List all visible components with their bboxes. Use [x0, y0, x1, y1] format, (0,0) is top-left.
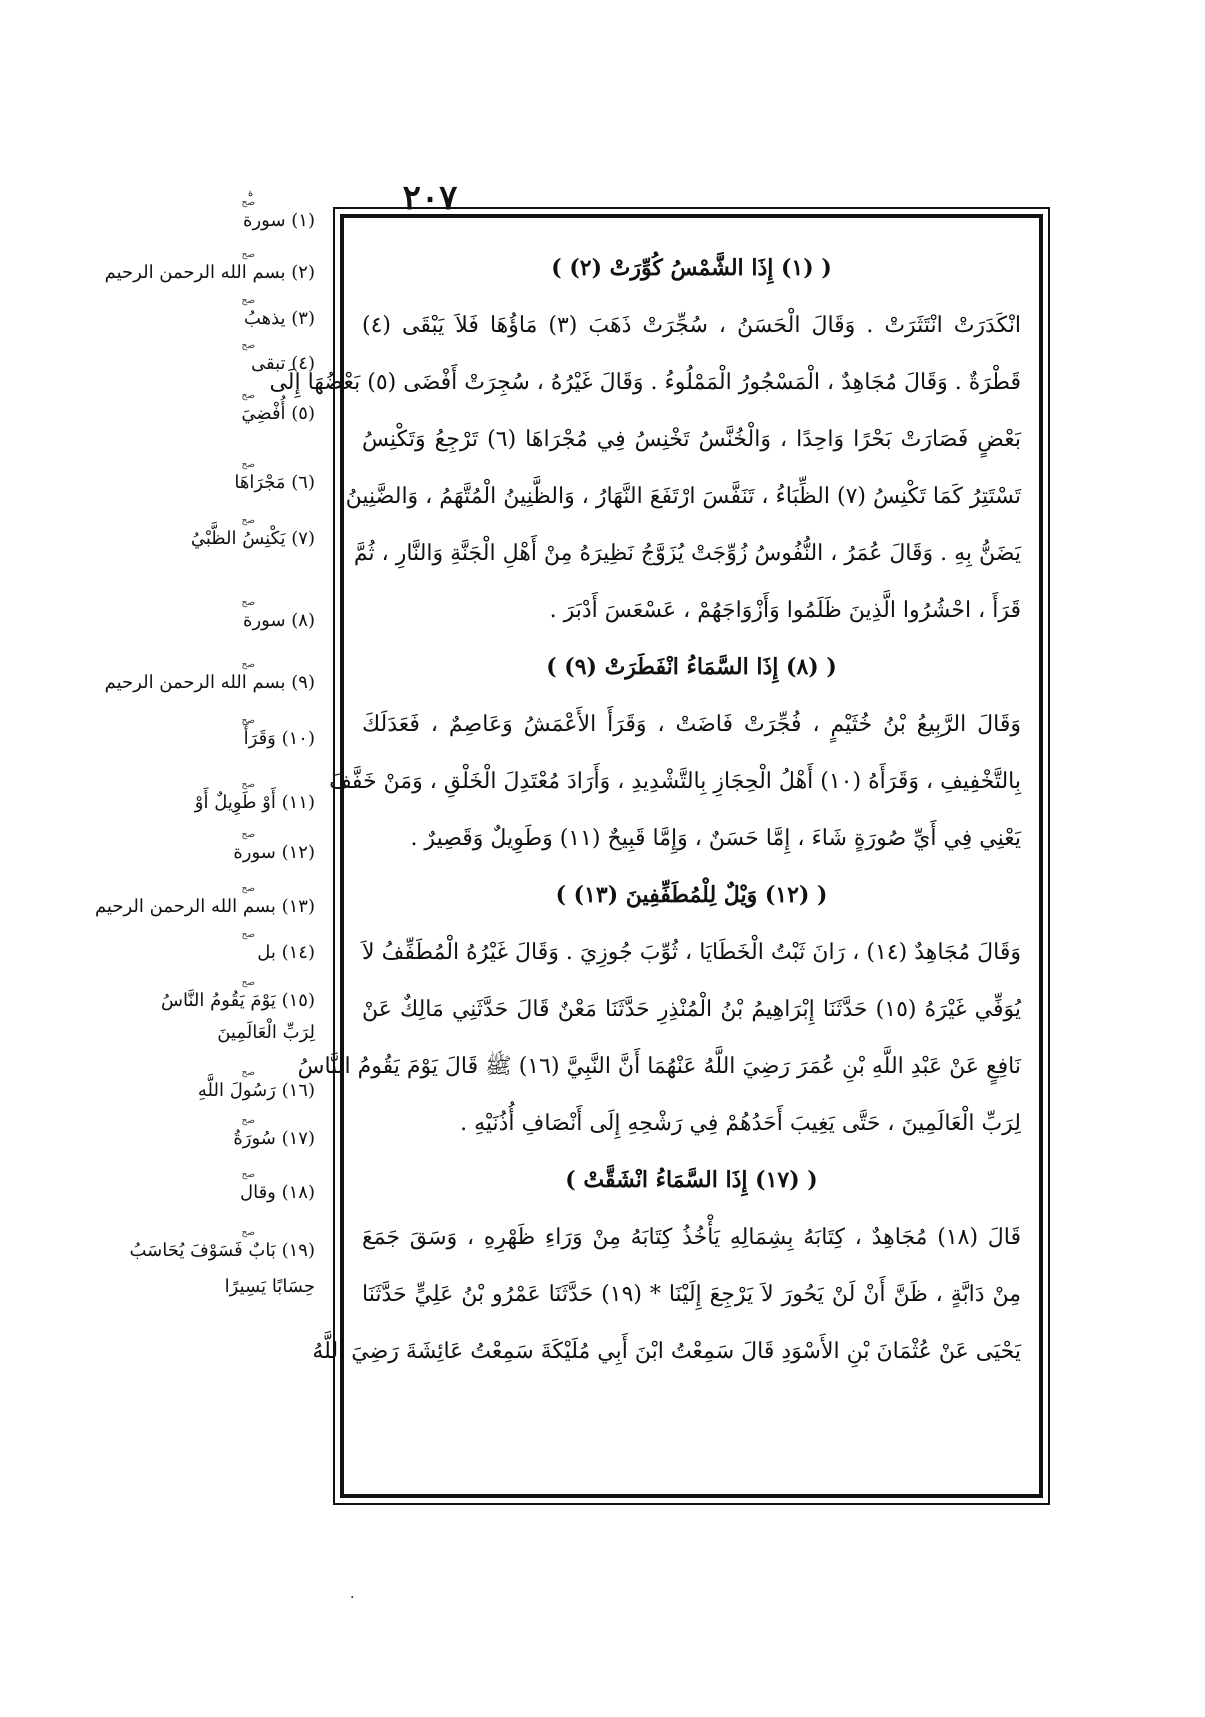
margin-note: [110, 296, 315, 329]
text-line: بِالتَّخْفِيفِ ، وَقَرَأَهُ (١٠) أَهْلُ الْحِجَازِ بِالتَّشْدِيدِ ، وَأَرَادَ مُعْتَدِلَ الْخَلْقِ ، وَمَنْ خَفَّفَ: [329, 769, 1021, 794]
margin-note: [110, 1022, 315, 1043]
top-mark: ة: [248, 188, 254, 199]
margin-note-tag: صح: [241, 516, 255, 526]
margin-note: [110, 198, 315, 231]
margin-note: [110, 978, 315, 1011]
margin-note-tag: صح: [241, 1170, 255, 1180]
margin-note-tag: صح: [241, 716, 255, 726]
margin-note: [110, 1276, 315, 1297]
text-line: قَالَ (١٨) مُجَاهِدٌ ، كِتَابَهُ بِشِمَالِهِ يَأْخُذُ كِتَابَهُ مِنْ وَرَاءِ ظَهْرِهِ ، وَسَقَ جَمَعَ: [362, 1225, 1021, 1250]
text-line: قَطْرَةٌ . وَقَالَ مُجَاهِدٌ ، الْمَسْجُورُ الْمَمْلُوءُ . وَقَالَ غَيْرُهُ ، سُجِرَتْ أَفْضَى (٥) بَعْضُهَا إِلَى: [269, 370, 1021, 395]
margin-note-text: (٦) مَجْرَاهَا: [234, 472, 315, 493]
margin-note-tag: صح: [241, 660, 255, 670]
margin-note: [110, 598, 315, 631]
margin-note-text: (٨) سورة: [243, 610, 315, 631]
margin-note-tag: صح: [241, 250, 255, 260]
margin-note-tag: صح: [241, 598, 255, 608]
margin-note-text: (١٨) وقال: [240, 1182, 315, 1203]
margin-note: [104, 250, 315, 283]
margin-note-tag: صح: [241, 1116, 255, 1126]
margin-note-text: (٥) أُفْضِيَ: [241, 403, 315, 424]
margin-note-text: حِسَابًا يَسِيرًا: [224, 1276, 315, 1297]
margin-note: [110, 930, 315, 963]
chapter-heading: ( (١) إِذَا الشَّمْسُ كُوِّرَتْ (٢) ): [551, 255, 832, 281]
margin-note: [110, 516, 315, 549]
margin-note: [94, 884, 315, 917]
chapter-heading: ( (٨) إِذَا السَّمَاءُ انْفَطَرَتْ (٩) ): [546, 654, 837, 680]
margin-note-text: لِرَبِّ الْعَالَمِينَ: [217, 1022, 315, 1043]
margin-note-tag: صح: [241, 391, 255, 401]
margin-note-text: (٣) يذهبُ: [243, 308, 315, 329]
margin-note-text: (١) سورة: [243, 210, 315, 231]
margin-note-tag: صح: [241, 1068, 255, 1078]
chapter-heading: ( (١٢) وَيْلٌ لِلْمُطَفِّفِينَ (١٣) ): [555, 882, 828, 908]
margin-note-tag: صح: [241, 830, 255, 840]
margin-note-tag: صح: [241, 930, 255, 940]
margin-note: [110, 830, 315, 863]
margin-note: [110, 1068, 315, 1101]
margin-note: [110, 780, 315, 813]
text-line: يَعْنِي فِي أَيِّ صُورَةٍ شَاءَ ، إِمَّا حَسَنٌ ، وَإِمَّا قَبِيحٌ (١١) وَطَوِيلٌ وَقَصِيرٌ .: [410, 826, 1021, 851]
margin-note-tag: صح: [241, 978, 255, 988]
page-number: ٢٠٧: [402, 178, 458, 218]
margin-note-tag: صح: [241, 1228, 255, 1238]
margin-note-text: (١٣) بسم الله الرحمن الرحيم: [94, 896, 315, 917]
text-line: يَضَنُّ بِهِ . وَقَالَ عُمَرُ ، النُّفُوسُ زُوِّجَتْ يُزَوَّجُ نَظِيرَهُ مِنْ أَهْلِ الْجَنَّةِ وَالنَّارِ ، ثُمَّ: [353, 541, 1021, 566]
margin-note-text: (١٠) وَقَرَأَ: [243, 728, 315, 749]
margin-note-text: (١١) أَوْ طَوِيلٌ أَوْ: [194, 792, 315, 813]
margin-note-tag: صح: [241, 296, 255, 306]
margin-note-text: (١٤) بل: [257, 942, 315, 963]
text-line: تَسْتَتِرُ كَمَا تَكْنِسُ (٧) الظِّبَاءُ ، تَنَفَّسَ ارْتَفَعَ النَّهَارُ ، وَالظَّنِينُ الْمُتَّهَمُ ، وَالضَّنِينُ: [345, 484, 1021, 509]
margin-note-text: (٢) بسم الله الرحمن الرحيم: [104, 262, 315, 283]
text-line: لِرَبِّ الْعَالَمِينَ ، حَتَّى يَغِيبَ أَحَدُهُمْ فِي رَشْحِهِ إِلَى أَنْصَافِ أُذُنَيْهِ .: [460, 1111, 1021, 1136]
margin-note: [110, 716, 315, 749]
margin-note-text: (١٧) سُورَةُ: [233, 1128, 315, 1149]
text-line: مِنْ دَابَّةٍ ، ظَنَّ أَنْ لَنْ يَحُورَ لاَ يَرْجِعَ إِلَيْنَا * (١٩) حَدَّثَنَا عَمْرُو بْنُ عَلِيٍّ حَدَّثَنَا: [362, 1282, 1022, 1307]
margin-note: [104, 660, 315, 693]
text-line: انْكَدَرَتْ انْتَثَرَتْ . وَقَالَ الْحَسَنُ ، سُجِّرَتْ ذَهَبَ (٣) مَاؤُهَا فَلاَ يَبْقَى (٤): [362, 313, 1021, 338]
margin-note: [110, 1228, 315, 1261]
margin-note: [110, 460, 315, 493]
text-line: يَحْيَى عَنْ عُثْمَانَ بْنِ الأَسْوَدِ قَالَ سَمِعْتُ ابْنَ أَبِي مُلَيْكَةَ سَمِعْتُ عَائِشَةَ رَضِيَ اللَّهُ: [312, 1339, 1021, 1364]
margin-note-text: (١٩) بَابٌ فَسَوْفَ يُحَاسَبُ: [129, 1240, 315, 1261]
text-line: وَقَالَ الرَّبِيعُ بْنُ خُثَيْمٍ ، فُجِّرَتْ فَاضَتْ ، وَقَرَأَ الأَعْمَشُ وَعَاصِمٌ ، فَعَدَلَكَ: [362, 712, 1021, 737]
text-line: وَقَالَ مُجَاهِدٌ (١٤) ، رَانَ ثَبْتُ الْخَطَايَا ، ثُوِّبَ جُوزِيَ . وَقَالَ غَيْرُهُ الْمُطَفِّفُ لاَ: [362, 940, 1021, 965]
text-line: قَرَأَ ، احْشُرُوا الَّذِينَ ظَلَمُوا وَأَزْوَاجَهُمْ ، عَسْعَسَ أَدْبَرَ .: [549, 598, 1021, 623]
margin-note-text: (٩) بسم الله الرحمن الرحيم: [104, 672, 315, 693]
margin-note-text: (١٢) سورة: [233, 842, 315, 863]
margin-note-tag: صح: [241, 460, 255, 470]
margin-note-text: (١٦) رَسُولَ اللَّهِ: [197, 1080, 315, 1101]
margin-note: [110, 1170, 315, 1203]
text-line: بَعْضٍ فَصَارَتْ بَحْرًا وَاحِدًا ، وَالْخُنَّسُ تَخْنِسُ فِي مُجْرَاهَا (٦) تَرْجِعُ وَتَكْنِسُ: [362, 427, 1021, 452]
margin-note-tag: صح: [241, 884, 255, 894]
margin-note-tag: صح: [241, 780, 255, 790]
text-line: يُوَفِّي غَيْرَهُ (١٥) حَدَّثَنَا إِبْرَاهِيمُ بْنُ الْمُنْذِرِ حَدَّثَنَا مَعْنٌ قَالَ حَدَّثَنِي مَالِكٌ عَنْ: [362, 997, 1021, 1022]
margin-note: [110, 1116, 315, 1149]
margin-note-text: (١٥) يَوْمَ يَقُومُ النَّاسُ: [161, 990, 315, 1011]
chapter-heading: ( (١٧) إِذَا السَّمَاءُ انْشَقَّتْ ): [565, 1167, 818, 1193]
margin-note-text: (٧) يَكْنِسُ الظَّبْيُ: [190, 528, 315, 549]
margin-note-text: (٤) تبقى: [251, 353, 315, 374]
margin-note-tag: صح: [241, 198, 255, 208]
text-line: نَافِعٍ عَنْ عَبْدِ اللَّهِ بْنِ عُمَرَ رَضِيَ اللَّهُ عَنْهُمَا أَنَّ النَّبِيَّ (١٦) ﷺ قَالَ يَوْمَ يَقُومُ النَّاسُ: [297, 1054, 1021, 1079]
margin-note-tag: صح: [241, 341, 255, 351]
page-dot: ·: [350, 1590, 355, 1606]
